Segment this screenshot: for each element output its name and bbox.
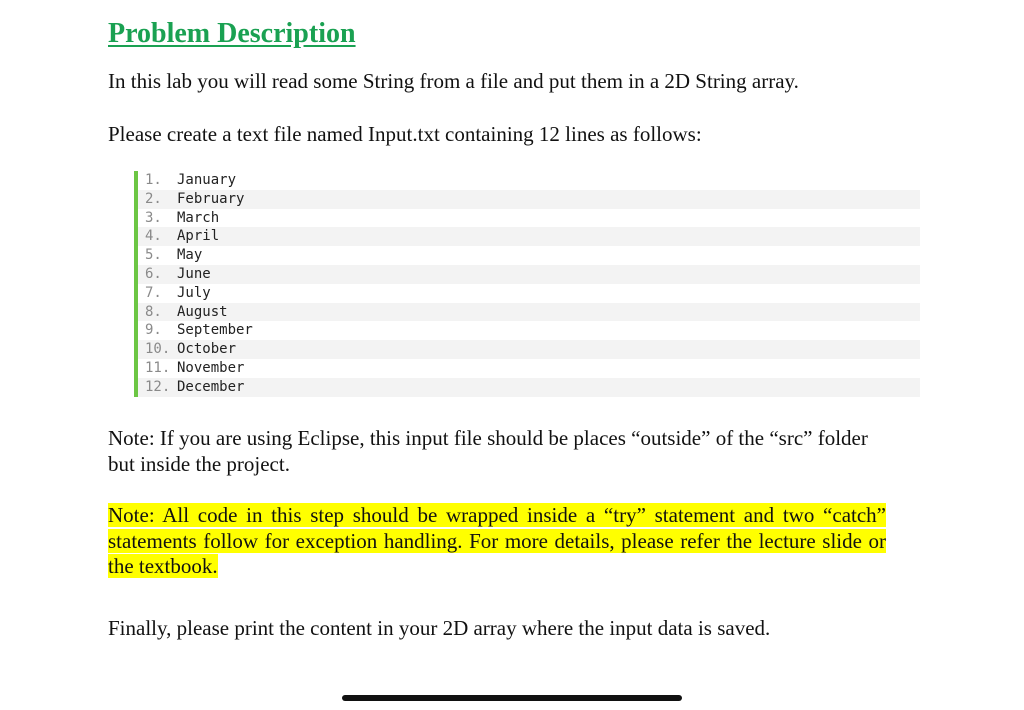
line-text: October <box>177 341 237 358</box>
line-number: 4. <box>145 228 162 245</box>
code-line <box>138 265 920 284</box>
line-number: 6. <box>145 265 162 282</box>
instruction-paragraph: Please create a text file named Input.txt containing 12 lines as follows: <box>108 122 702 146</box>
line-number: 9. <box>145 322 162 339</box>
line-text: April <box>177 228 220 245</box>
line-number: 12. <box>145 378 171 395</box>
line-number: 3. <box>145 209 162 226</box>
final-paragraph: Finally, please print the content in your 2D array where the input data is saved. <box>108 616 771 640</box>
try-catch-note <box>108 503 886 580</box>
code-line <box>138 171 920 190</box>
line-text: January <box>177 172 237 188</box>
line-text: May <box>177 247 203 264</box>
code-line <box>138 209 920 228</box>
code-line <box>138 340 920 359</box>
code-block <box>134 171 920 397</box>
code-line <box>138 321 920 340</box>
line-number: 10. <box>145 341 171 358</box>
code-line <box>138 359 920 378</box>
line-text: March <box>177 209 220 226</box>
line-text: June <box>177 265 211 282</box>
code-line <box>138 227 920 246</box>
home-indicator-bar[interactable] <box>342 695 682 701</box>
line-number: 1. <box>145 172 162 188</box>
line-text: September <box>177 322 253 339</box>
code-line <box>138 190 920 209</box>
line-text: August <box>177 303 228 320</box>
line-number: 7. <box>145 284 162 301</box>
line-number: 8. <box>145 303 162 320</box>
intro-paragraph: In this lab you will read some String from a file and put them in a 2D String array. <box>108 69 799 93</box>
line-text: July <box>177 284 211 301</box>
code-line <box>138 303 920 322</box>
code-line <box>138 246 920 265</box>
code-line <box>138 284 920 303</box>
line-number: 11. <box>145 359 171 376</box>
line-text: February <box>177 190 245 207</box>
eclipse-note: Note: If you are using Eclipse, this input file should be places “outside” of the “src” folder but inside the project. <box>108 426 868 476</box>
page-title: Problem Description <box>108 18 356 49</box>
line-number: 2. <box>145 190 162 207</box>
line-text: December <box>177 378 245 395</box>
highlighted-note-text: Note: All code in this step should be wrapped inside a “try” statement and two “catch” statements follow for exception handling. For more details, please refer the lecture slide or the textbook. <box>108 503 886 578</box>
code-line <box>138 378 920 397</box>
line-number: 5. <box>145 247 162 264</box>
line-text: November <box>177 359 245 376</box>
